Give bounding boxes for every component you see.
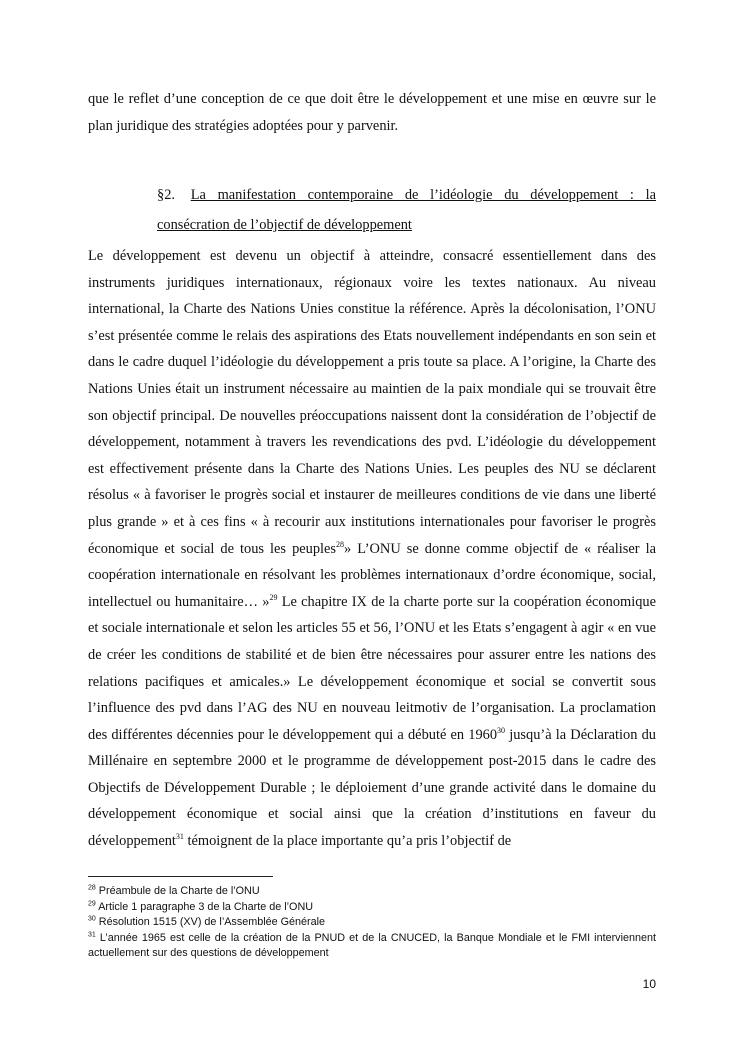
footnote-text: Article 1 paragraphe 3 de la Charte de l’ONU — [95, 900, 314, 913]
footnote-ref-28[interactable]: 28 — [336, 539, 345, 549]
footnote — [88, 884, 656, 900]
footnote — [88, 931, 656, 962]
footnote-separator — [88, 876, 273, 877]
body-paragraph — [88, 243, 656, 855]
page-number: 10 — [642, 977, 656, 991]
footnotes — [88, 884, 656, 962]
section-title: La manifestation contemporaine de l’idéologie du développement : la consécration de l’objectif de développement — [157, 187, 656, 233]
footnote-ref-31[interactable]: 31 — [175, 832, 184, 842]
footnote — [88, 900, 656, 916]
footnote-number: 31 — [88, 930, 96, 938]
section-heading — [157, 180, 656, 240]
body-text-2: » L’ONU se donne comme objectif de « réaliser la coopération internationale en résolvant les problèmes internationaux d’ordre économique, social, intellectuel ou humanitaire… » — [88, 540, 657, 610]
footnote-text: Résolution 1515 (XV) de l’Assemblée Générale — [95, 916, 326, 928]
footnote-text: Préambule de la Charte de l’ONU — [95, 885, 260, 897]
body-text-4: jusqu’à la Déclaration du Millénaire en septembre 2000 et le programme de développement post-2015 dans le cadre des Objectifs de Développement Durable ; le déploiement d’une grande activité dans le domaine du développement économique et social ainsi que la création d’institutions en faveur du développement — [88, 726, 656, 850]
footnote-text: L’année 1965 est celle de la création de la PNUD et de la CNUCED, la Banque Mondiale et le FMI interviennent actuellement sur des questions de développement — [88, 931, 656, 959]
body-text-1: Le développement est devenu un objectif à atteindre, consacré essentiellement dans des instruments juridiques internationaux, régionaux voire les textes nationaux. Au niveau international, la Charte des Nations Unies constitue la référence. Après la décolonisation, l’ONU s’est présentée comme le relais des aspirations des Etats nouvellement indépendants en son sein et dans le cadre duquel l’idéologie du développement a pris toute sa place. A l’origine, la Charte des Nations Unies était un instrument nécessaire au maintien de la paix mondiale qui se trouvait être son objectif principal. De nouvelles préoccupations naissent dont la considération de l’objectif de développement, notamment à travers les revendications des pvd. L’idéologie du développement est effectivement présente dans la Charte des Nations Unies. Les peuples des NU se déclarent résolus « à favoriser le progrès social et instaurer de meilleures conditions de vie dans une liberté plus grande » et à ces fins « à recourir aux institutions internationales pour favoriser le progrès économique et social de tous les peuples — [88, 248, 656, 557]
section-number: §2. — [157, 187, 175, 203]
footnote — [88, 915, 656, 931]
footnote-number: 28 — [88, 884, 96, 892]
body-text-5: témoignent de la place importante qu’a pris l’objectif de — [183, 833, 512, 850]
body-text-3: Le chapitre IX de la charte porte sur la coopération économique et sociale internationale et selon les articles 55 et 56, l’ONU et les Etats s’engagent à agir « en vue de créer les conditions de stabilité et de bien être nécessaires pour assurer entre les nations des relations pacifiques et amicales.» Le développement économique et social se convertit sous l’influence des pvd dans l’AG des NU en nouveau leitmotiv de l’organisation. La proclamation des différentes décennies pour le développement qui a débuté en 1960 — [88, 593, 656, 743]
footnote-number: 29 — [88, 899, 96, 907]
footnote-ref-29[interactable]: 29 — [269, 592, 278, 602]
footnote-ref-30[interactable]: 30 — [497, 725, 506, 735]
intro-paragraph: que le reflet d’une conception de ce que doit être le développement et une mise en œuvre sur le plan juridique des stratégies adoptées pour y parvenir. — [88, 91, 656, 134]
footnote-number: 30 — [88, 915, 96, 923]
